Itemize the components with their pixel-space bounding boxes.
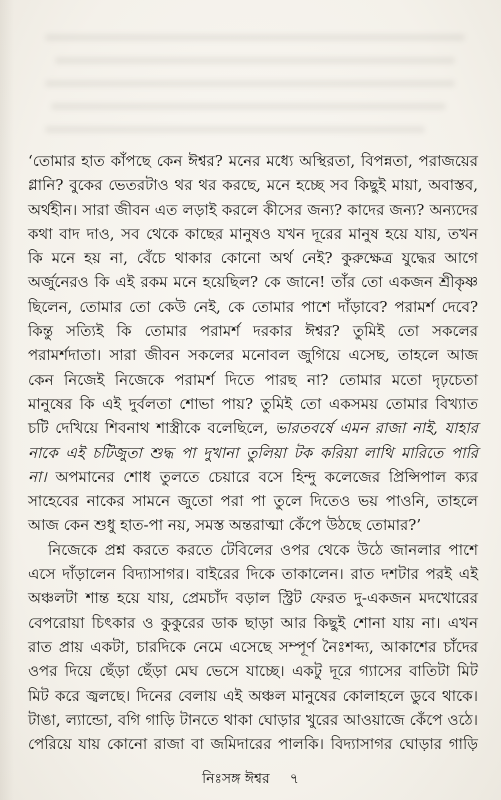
text-line: বেপরোয়া চিৎকার ও কুকুরের ডাক ছাড়া আর কিছুই শোনা যায় না। এখন	[28, 613, 478, 632]
body-text	[28, 149, 478, 756]
text-line: ‘তোমার হাত কাঁপছে কেন ঈশ্বর? মনের মধ্যে অস্থিরতা, বিপন্নতা, পরাজয়ের	[28, 152, 478, 170]
text-line	[28, 416, 478, 440]
bleed-through-shadow	[45, 34, 465, 146]
text-segment: অপমানের শোধ তুলতে চেয়ারে বসে হিন্দু কলেজের প্রিন্সিপাল ক্যর	[55, 467, 478, 486]
italic-quotation: ভারতবর্ষে এমন রাজা নাই, যাহার	[274, 419, 478, 438]
text-line: মিট করে জ্বলছে। দিনের বেলায় এই অঞ্চল মানুষের কোলাহলে ডুবে থাকে।	[28, 686, 478, 705]
text-line: পেরিয়ে যায় কোনো রাজা বা জমিদারের পালকি। বিদ্যাসাগর ঘোড়ার গাড়ি	[28, 735, 478, 754]
text-line: কিন্তু সত্যিই কি তোমার পরামর্শ দরকার ঈশ্বর? তুমিই তো সকলের	[28, 322, 478, 341]
text-line: রাত প্রায় একটা, চারদিকে নেমে এসেছে সম্পূর্ণ নৈঃশব্দ্য, আকাশের চাঁদের	[28, 637, 478, 656]
text-line: নিজেকে প্রশ্ন করতে করতে টেবিলের ওপর থেকে উঠে জানলার পাশে	[48, 540, 478, 559]
text-line: মানুষের কি এই দুর্বলতা শোভা পায়? তুমিই তো একসময় তোমার বিখ্যাত	[28, 394, 478, 413]
running-footer	[0, 769, 501, 789]
text-segment: চটি দেখিয়ে শিবনাথ শাস্ত্রীকে বলেছিলে,	[28, 419, 269, 438]
text-line: টাঙা, ল্যান্ডো, বগি গাড়ি টানতে থাকা ঘোড়ার খুরের আওয়াজে কেঁপে ওঠে।	[28, 710, 478, 729]
italic-quotation: নাকে এই চটিজুতা শুদ্ধ পা দুখানা তুলিয়া টক করিয়া লাথি মারিতে পারি	[28, 443, 478, 462]
text-line: কথা বাদ দাও, সব থেকে কাছের মানুষও যখন দূরের মানুষ হয়ে যায়, তখন	[28, 224, 478, 243]
text-line: পরামর্শদাতা। সারা জীবন সকলের মনোবল জুগিয়ে এসেছ, তাহলে আজ	[28, 346, 478, 365]
text-line: কেন নিজেই নিজেকে পরামর্শ দিতে পারছ না? তোমার মতো দৃঢ়চেতা	[28, 370, 478, 389]
text-line	[28, 441, 478, 465]
text-line: আজ কেন শুধু হাত-পা নয়, সমস্ত অন্তরাত্মা কেঁপে উঠছে তোমার?’	[28, 516, 422, 535]
page-number: ৭	[289, 771, 299, 787]
text-line	[28, 465, 478, 489]
text-line: অর্থহীন। সারা জীবন এত লড়াই করলে কীসের জন্য? কাদের জন্য? অন্যদের	[28, 200, 478, 219]
paragraph	[28, 149, 478, 538]
text-line: গ্লানি? বুকের ভেতরটাও থর থর করছে, মনে হচ্ছে সব কিছুই মায়া, অবাস্তব,	[28, 176, 478, 195]
text-line: কি মনে হয় না, বেঁচে থাকার কোনো অর্থ নেই? কুরুক্ষেত্র যুদ্ধের আগে	[28, 249, 478, 268]
text-line: ওপর দিয়ে ছেঁড়া ছেঁড়া মেঘ ভেসে যাচ্ছে। একটু দূরে গ্যাসের বাতিটা মিট	[28, 662, 478, 681]
book-title: নিঃসঙ্গ ঈশ্বর	[202, 771, 270, 787]
text-line: সাহেবের নাকের সামনে জুতো পরা পা তুলে দিতেও ভয় পাওনি, তাহলে	[28, 492, 478, 511]
text-line: অঞ্চলটা শান্ত হয়ে যায়, প্রেমচাঁদ বড়াল স্ট্রিট ফেরত দু-একজন মদখোরের	[28, 589, 478, 608]
text-line: এসে দাঁড়ালেন বিদ্যাসাগর। বাইরের দিকে তাকালেন। রাত দশটার পরই এই	[28, 565, 478, 584]
italic-quotation: না।	[28, 467, 47, 486]
paragraph	[28, 538, 478, 757]
text-line: অর্জুনেরও কি এই রকম মনে হয়েছিল? কে জানে! তাঁর তো একজন শ্রীকৃষ্ণ	[28, 273, 478, 292]
text-line: ছিলেন, তোমার তো কেউ নেই, কে তোমার পাশে দাঁড়াবে? পরামর্শ দেবে?	[28, 297, 478, 316]
